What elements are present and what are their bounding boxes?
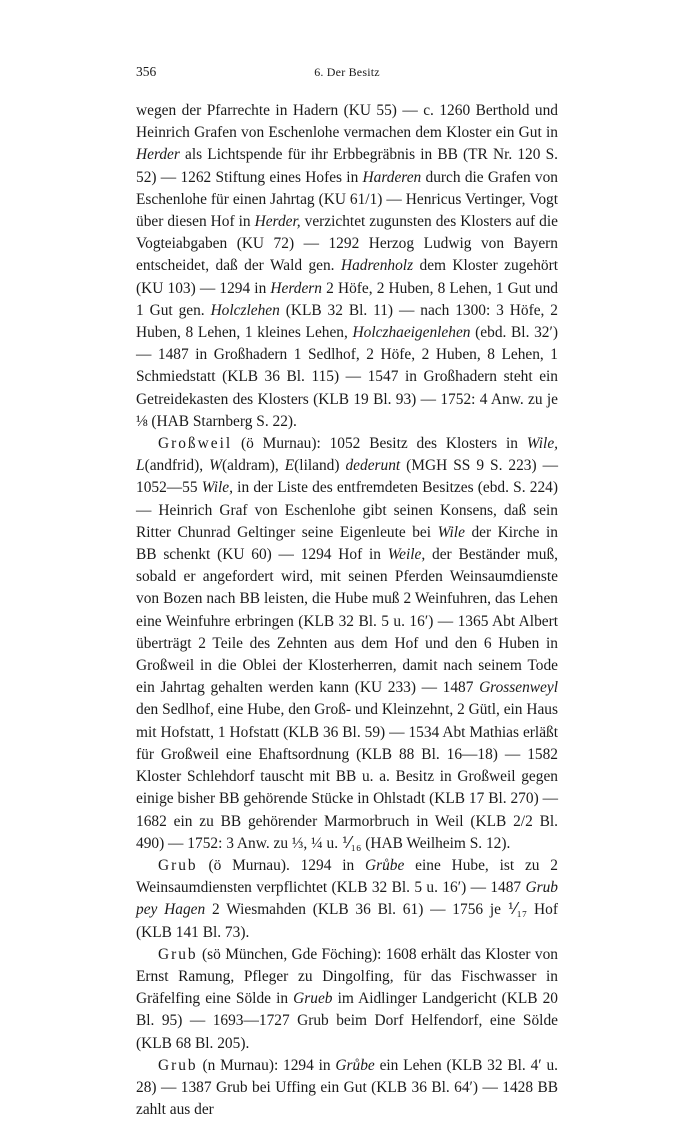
- body-text: [136, 100, 558, 1121]
- text-run: (sö München, Gde Föching): 1608 erhält das Kloster von Ernst Ramung, Pfleger zu Dingolfing, für das Fischwasser in Gräfelfing eine Sölde in: [136, 945, 558, 1008]
- text-run: (ö Murnau). 1294 in: [197, 856, 365, 874]
- italic-term: E: [284, 457, 295, 475]
- text-run: (aldram),: [221, 457, 285, 475]
- text-run: der Kirche in BB schenkt (KU 60) — 1294 Hof in: [136, 523, 558, 564]
- place-heading: Grub: [158, 1056, 198, 1074]
- italic-term: Wile: [437, 523, 465, 541]
- italic-term: Grueb: [293, 990, 333, 1008]
- italic-term: Grossenweyl: [479, 679, 558, 697]
- paragraph: [136, 100, 558, 433]
- text-run: wegen der Pfarrechte in Hadern (KU 55) — c. 1260 Berthold und Heinrich Grafen von Eschenlohe vermachen dem Kloster ein Gut in: [136, 102, 558, 142]
- italic-term: dederunt: [345, 457, 401, 475]
- italic-term: Hadrenholz: [340, 257, 414, 275]
- text-run: im Aidlinger Landgericht (KLB 20 Bl. 95) — 1693—1727 Grub beim Dorf Helfendorf, eine Sölde (KLB 68 Bl. 205).: [136, 990, 558, 1052]
- text-run: (ö Murnau): 1052 Besitz des Klosters in: [232, 435, 527, 453]
- text-run: (liland): [294, 457, 346, 475]
- page-header: [136, 64, 558, 84]
- italic-term: Holczlehen: [210, 301, 280, 319]
- text-run: ein Lehen (KLB 32 Bl. 4′ u. 28) — 1387 Grub bei Uffing ein Gut (KLB 36 Bl. 64′) — 1428 BB zahlt aus der: [136, 1056, 558, 1119]
- text-run: der Beständer muß, sobald er angefordert wird, mit seinen Pferden Weinsaumdienste von Bozen nach BB leisten, die Hube muß 2 Weinfuhren, das Lehen eine Weinfuhre erbringen (KLB 32 Bl. 5 u. 16′) — 1365 Abt Albert überträgt 2 Teile des Zehnten aus dem Hof und den 6 Huben in Großweil in die Oblei der Klosterherren, damit nach seinem Tode ein Jahrtag gehalten werden kann (KU 233) — 1487: [136, 546, 558, 697]
- text-run: eine Hube, ist zu 2 Weinsaumdiensten verpflichtet (KLB 32 Bl. 5 u. 16′) — 1487: [136, 856, 558, 897]
- text-run: durch die Grafen von Eschenlohe für einen Jahrtag (KU 61/1) — Henricus Vertinger, Vogt über diesen Hof in: [136, 168, 558, 231]
- text-run: in der Liste des entfremdeten Besitzes (ebd. S. 224) — Heinrich Graf von Eschenlohe gibt seinen Konsens, daß sein Ritter Chunrad Geltinger seine Eigenleute bei: [136, 479, 558, 541]
- italic-term: Grůbe: [335, 1056, 375, 1074]
- italic-term: Herdern: [270, 279, 322, 297]
- italic-term: Weile,: [387, 546, 426, 564]
- italic-term: Herder: [136, 146, 180, 164]
- place-heading: Großweil: [158, 435, 233, 453]
- text-run: (MGH SS 9 S. 223) — 1052—55: [136, 457, 559, 497]
- italic-term: Herder,: [254, 213, 301, 231]
- text-run: verzichtet zugunsten des Klosters auf die Vogteiabgaben (KU 72) — 1292 Herzog Ludwig von Bayern entscheidet, daß der Wald gen.: [136, 213, 558, 275]
- italic-term: Wile,: [201, 479, 233, 497]
- text-run: als Lichtspende für ihr Erbbegräbnis in BB (TR Nr. 120 S. 52) — 1262 Stiftung eines Hofes in: [136, 146, 558, 186]
- paragraph: [136, 433, 558, 855]
- paragraph: [136, 855, 558, 944]
- text-run: dem Kloster zugehört (KU 103) — 1294 in: [136, 257, 558, 297]
- text-run: den Sedlhof, eine Hube, den Groß- und Kleinzehnt, 2 Gütl, ein Haus mit Hofstatt, 1 Hofstatt (KLB 36 Bl. 59) — 1534 Abt Mathias erläßt für Großweil eine Ehaftsordnung (KLB 88 Bl. 16—18) — 1582 Kloster Schlehdorf tauscht mit BB u. a. Besitz in Großweil gegen einige bisher BB gehörende Stücke in Ohlstadt (KLB 17 Bl. 270) — 1682 ein zu BB gehörender Marmorbruch in Weil (KLB 2/2 Bl. 490) — 1752: 3 Anw. zu ⅓, ¼ u. ⅟₁₆ (HAB Weilheim S. 12).: [136, 701, 558, 852]
- italic-term: Holczhaeigenlehen: [352, 324, 471, 342]
- page-number: 356: [136, 64, 157, 79]
- italic-term: Harderen: [362, 168, 422, 186]
- paragraph: [136, 1055, 558, 1121]
- running-head: 6. Der Besitz: [314, 65, 380, 79]
- text-run: (ebd. Bl. 32′) — 1487 in Großhadern 1 Sedlhof, 2 Höfe, 2 Huben, 8 Lehen, 1 Schmiedstatt (KLB 36 Bl. 115) — 1547 in Großhadern steht ein Getreidekasten des Klosters (KLB 19 Bl. 93) — 1752: 4 Anw. zu je ⅛ (HAB Starnberg S. 22).: [136, 324, 558, 430]
- italic-term: W: [209, 457, 222, 475]
- place-heading: Grub: [158, 945, 198, 963]
- text-run: 2 Wiesmahden (KLB 36 Bl. 61) — 1756 je ⅟₁₇ Hof (KLB 141 Bl. 73).: [136, 901, 558, 941]
- text-run: (andfrid),: [144, 457, 210, 475]
- text-run: (n Murnau): 1294 in: [197, 1056, 336, 1074]
- italic-term: Wile, L: [136, 435, 558, 475]
- text-run: 2 Höfe, 2 Huben, 8 Lehen, 1 Gut und 1 Gut gen.: [136, 279, 558, 319]
- text-run: (KLB 32 Bl. 11) — nach 1300: 3 Höfe, 2 Huben, 8 Lehen, 1 kleines Lehen,: [136, 301, 558, 342]
- paragraph: [136, 944, 558, 1055]
- italic-term: Grub pey Hagen: [136, 879, 558, 919]
- italic-term: Grůbe: [365, 856, 405, 874]
- place-heading: Grub: [158, 856, 198, 874]
